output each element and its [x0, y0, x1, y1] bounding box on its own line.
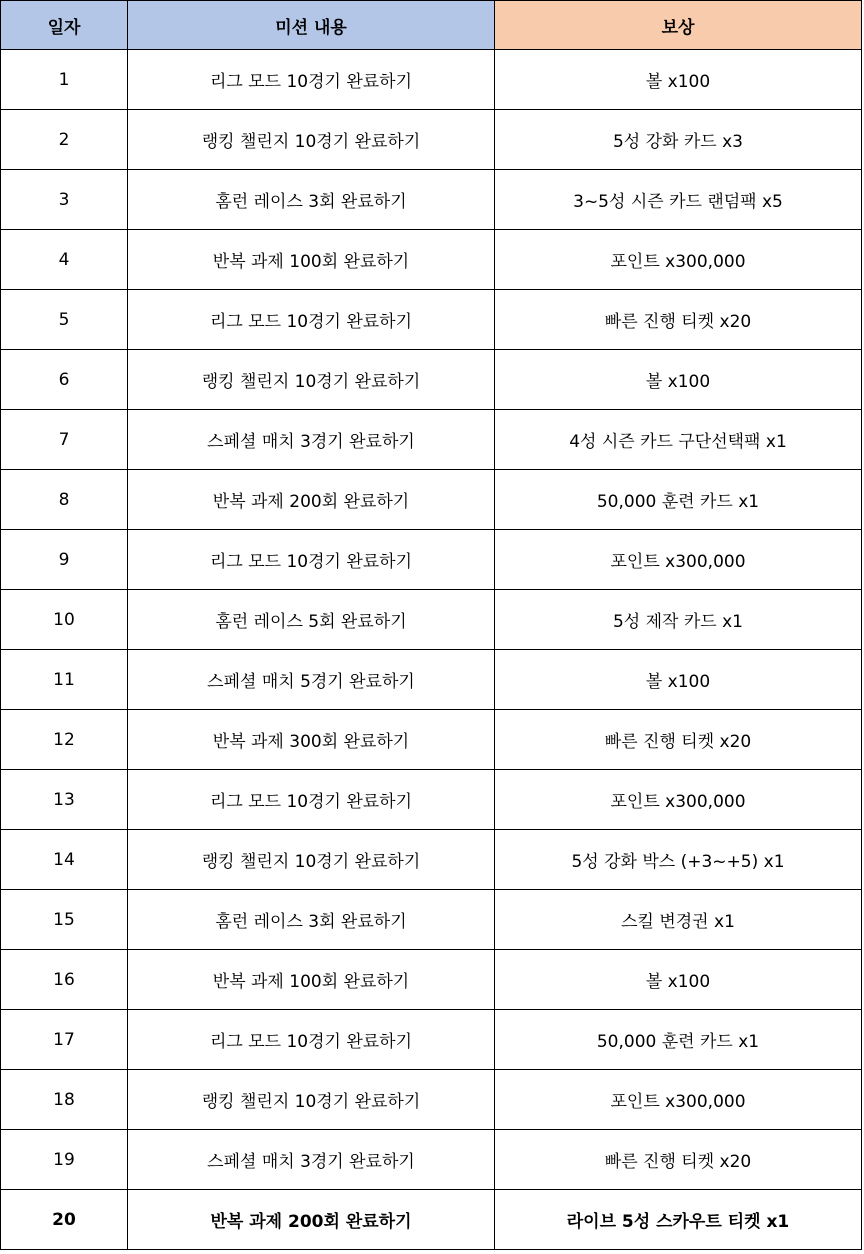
reward-cell: 라이브 5성 스카우트 티켓 x1 [495, 1190, 862, 1250]
reward-cell: 볼 x100 [495, 50, 862, 110]
table-row [1, 350, 862, 410]
table-row [1, 1190, 862, 1250]
table-row [1, 170, 862, 230]
mission-cell: 홈런 레이스 3회 완료하기 [128, 890, 495, 950]
day-cell: 17 [1, 1010, 128, 1070]
mission-cell: 반복 과제 100회 완료하기 [128, 230, 495, 290]
mission-cell: 리그 모드 10경기 완료하기 [128, 50, 495, 110]
day-cell: 9 [1, 530, 128, 590]
reward-cell: 3~5성 시즌 카드 랜덤팩 x5 [495, 170, 862, 230]
day-cell: 19 [1, 1130, 128, 1190]
day-cell: 8 [1, 470, 128, 530]
table-row [1, 50, 862, 110]
table-row [1, 1130, 862, 1190]
mission-cell: 스페셜 매치 3경기 완료하기 [128, 410, 495, 470]
day-cell: 11 [1, 650, 128, 710]
day-cell: 16 [1, 950, 128, 1010]
reward-cell: 포인트 x300,000 [495, 230, 862, 290]
table-row [1, 230, 862, 290]
day-cell: 14 [1, 830, 128, 890]
day-cell: 6 [1, 350, 128, 410]
mission-cell: 스페셜 매치 5경기 완료하기 [128, 650, 495, 710]
day-cell: 2 [1, 110, 128, 170]
reward-cell: 5성 제작 카드 x1 [495, 590, 862, 650]
header-reward: 보상 [495, 1, 862, 50]
table-row [1, 770, 862, 830]
table-row [1, 590, 862, 650]
mission-cell: 리그 모드 10경기 완료하기 [128, 290, 495, 350]
reward-cell: 포인트 x300,000 [495, 770, 862, 830]
reward-cell: 5성 강화 카드 x3 [495, 110, 862, 170]
mission-cell: 스페셜 매치 3경기 완료하기 [128, 1130, 495, 1190]
table-row [1, 890, 862, 950]
reward-cell: 포인트 x300,000 [495, 1070, 862, 1130]
day-cell: 10 [1, 590, 128, 650]
mission-cell: 랭킹 챌린지 10경기 완료하기 [128, 830, 495, 890]
mission-cell: 반복 과제 200회 완료하기 [128, 470, 495, 530]
table-header-row [1, 1, 862, 50]
day-cell: 1 [1, 50, 128, 110]
header-day: 일자 [1, 1, 128, 50]
reward-cell: 4성 시즌 카드 구단선택팩 x1 [495, 410, 862, 470]
day-cell: 12 [1, 710, 128, 770]
table-row [1, 950, 862, 1010]
reward-cell: 스킬 변경권 x1 [495, 890, 862, 950]
day-cell: 5 [1, 290, 128, 350]
mission-cell: 리그 모드 10경기 완료하기 [128, 770, 495, 830]
day-cell: 18 [1, 1070, 128, 1130]
reward-cell: 50,000 훈련 카드 x1 [495, 1010, 862, 1070]
table-row [1, 470, 862, 530]
mission-cell: 리그 모드 10경기 완료하기 [128, 530, 495, 590]
reward-cell: 빠른 진행 티켓 x20 [495, 290, 862, 350]
table-row [1, 290, 862, 350]
header-mission: 미션 내용 [128, 1, 495, 50]
reward-cell: 5성 강화 박스 (+3~+5) x1 [495, 830, 862, 890]
table-row [1, 830, 862, 890]
reward-cell: 볼 x100 [495, 350, 862, 410]
day-cell: 20 [1, 1190, 128, 1250]
mission-cell: 리그 모드 10경기 완료하기 [128, 1010, 495, 1070]
reward-cell: 50,000 훈련 카드 x1 [495, 470, 862, 530]
reward-cell: 볼 x100 [495, 650, 862, 710]
mission-cell: 홈런 레이스 3회 완료하기 [128, 170, 495, 230]
mission-cell: 홈런 레이스 5회 완료하기 [128, 590, 495, 650]
reward-cell: 빠른 진행 티켓 x20 [495, 1130, 862, 1190]
table-row [1, 110, 862, 170]
table-row [1, 410, 862, 470]
day-cell: 4 [1, 230, 128, 290]
mission-cell: 랭킹 챌린지 10경기 완료하기 [128, 350, 495, 410]
day-cell: 3 [1, 170, 128, 230]
mission-cell: 반복 과제 200회 완료하기 [128, 1190, 495, 1250]
mission-cell: 랭킹 챌린지 10경기 완료하기 [128, 110, 495, 170]
table-row [1, 1070, 862, 1130]
table-row [1, 710, 862, 770]
day-cell: 13 [1, 770, 128, 830]
reward-cell: 빠른 진행 티켓 x20 [495, 710, 862, 770]
day-cell: 15 [1, 890, 128, 950]
reward-cell: 볼 x100 [495, 950, 862, 1010]
table-row [1, 1010, 862, 1070]
table-body [1, 50, 862, 1250]
day-cell: 7 [1, 410, 128, 470]
mission-cell: 반복 과제 300회 완료하기 [128, 710, 495, 770]
reward-cell: 포인트 x300,000 [495, 530, 862, 590]
table-row [1, 530, 862, 590]
table-row [1, 650, 862, 710]
mission-cell: 반복 과제 100회 완료하기 [128, 950, 495, 1010]
mission-cell: 랭킹 챌린지 10경기 완료하기 [128, 1070, 495, 1130]
